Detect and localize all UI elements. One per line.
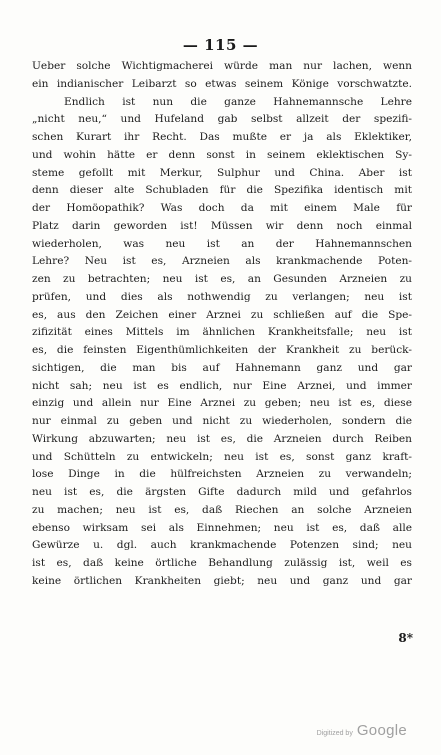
text-line: ebenso wirksam sei als Einnehmen; neu ist es, daß alle: [32, 521, 412, 534]
text-line: und wohin hätte er denn sonst in seinem eklektischen Sy-: [32, 148, 412, 161]
text-line: es, aus den Zeichen einer Arznei zu schließen auf die Spe-: [32, 308, 412, 321]
text-line: zen zu betrachten; neu ist es, an Gesunden Arzneien zu: [32, 273, 412, 285]
page-body-text: [32, 58, 412, 591]
signature-mark: 8*: [398, 631, 413, 645]
text-line: der Homöopathik? Was doch da mit einem Male für: [32, 202, 412, 214]
text-line: ein indianischer Leibarzt so etwas seinem Könige vorschwatzte.: [32, 77, 412, 90]
page-number: — 115 —: [182, 36, 259, 54]
text-line: einzig und allein nur Eine Arznei zu geben; neu ist es, diese: [32, 397, 412, 410]
digitized-watermark: [317, 722, 407, 739]
text-line: es, die feinsten Eigenthümlichkeiten der Krankheit zu berück-: [32, 344, 412, 356]
text-line: „nicht neu,“ und Hufeland gab selbst allzeit der spezifi-: [32, 113, 412, 126]
text-line: neu ist es, die ärgsten Gifte dadurch mild und gefahrlos: [32, 486, 412, 498]
text-line: zifizität eines Mittels im ähnlichen Krankheitsfalle; neu ist: [32, 326, 412, 339]
watermark-prefix: Digitized by: [316, 730, 353, 737]
text-line: Endlich ist nun die ganze Hahnemannsche Lehre: [64, 95, 412, 108]
text-line: sichtigen, die man bis auf Hahnemann ganz und gar: [32, 361, 412, 374]
text-line: ist es, daß keine örtliche Behandlung zulässig ist, weil es: [32, 557, 412, 569]
text-line: nur einmal zu geben und nicht zu wiederholen, sondern die: [32, 415, 412, 427]
text-line: und Schütteln zu entwickeln; neu ist es, sonst ganz kraft-: [32, 450, 412, 463]
text-line: denn dieser alte Schubladen für die Spezifika identisch mit: [32, 184, 412, 197]
text-line: keine örtlichen Krankheiten giebt; neu und ganz und gar: [32, 574, 412, 587]
text-line: prüfen, und dies als nothwendig zu verlangen; neu ist: [32, 290, 412, 303]
google-logo: Google: [356, 722, 407, 739]
text-line: lose Dinge in die hülfreichsten Arzneien zu verwandeln;: [32, 468, 412, 481]
text-line: Wirkung abzuwarten; neu ist es, die Arzneien durch Reiben: [32, 432, 412, 445]
text-line: wiederholen, was neu ist an der Hahnemannschen: [32, 237, 412, 250]
text-line: schen Kurart ihr Recht. Das mußte er ja als Eklektiker,: [32, 131, 412, 143]
text-line: steme gefollt mit Merkur, Sulphur und China. Aber ist: [32, 166, 412, 179]
text-line: nicht sah; neu ist es endlich, nur Eine Arznei, und immer: [32, 379, 412, 392]
text-line: zu machen; neu ist es, daß Riechen an solche Arzneien: [32, 503, 412, 516]
text-line: Lehre? Neu ist es, Arzneien als krankmachende Poten-: [32, 255, 412, 268]
text-line: Platz darin geworden ist! Müssen wir denn noch einmal: [32, 219, 412, 232]
text-line: Gewürze u. dgl. auch krankmachende Potenzen sind; neu: [32, 539, 412, 552]
text-line: Ueber solche Wichtigmacherei würde man nur lachen, wenn: [32, 60, 412, 72]
